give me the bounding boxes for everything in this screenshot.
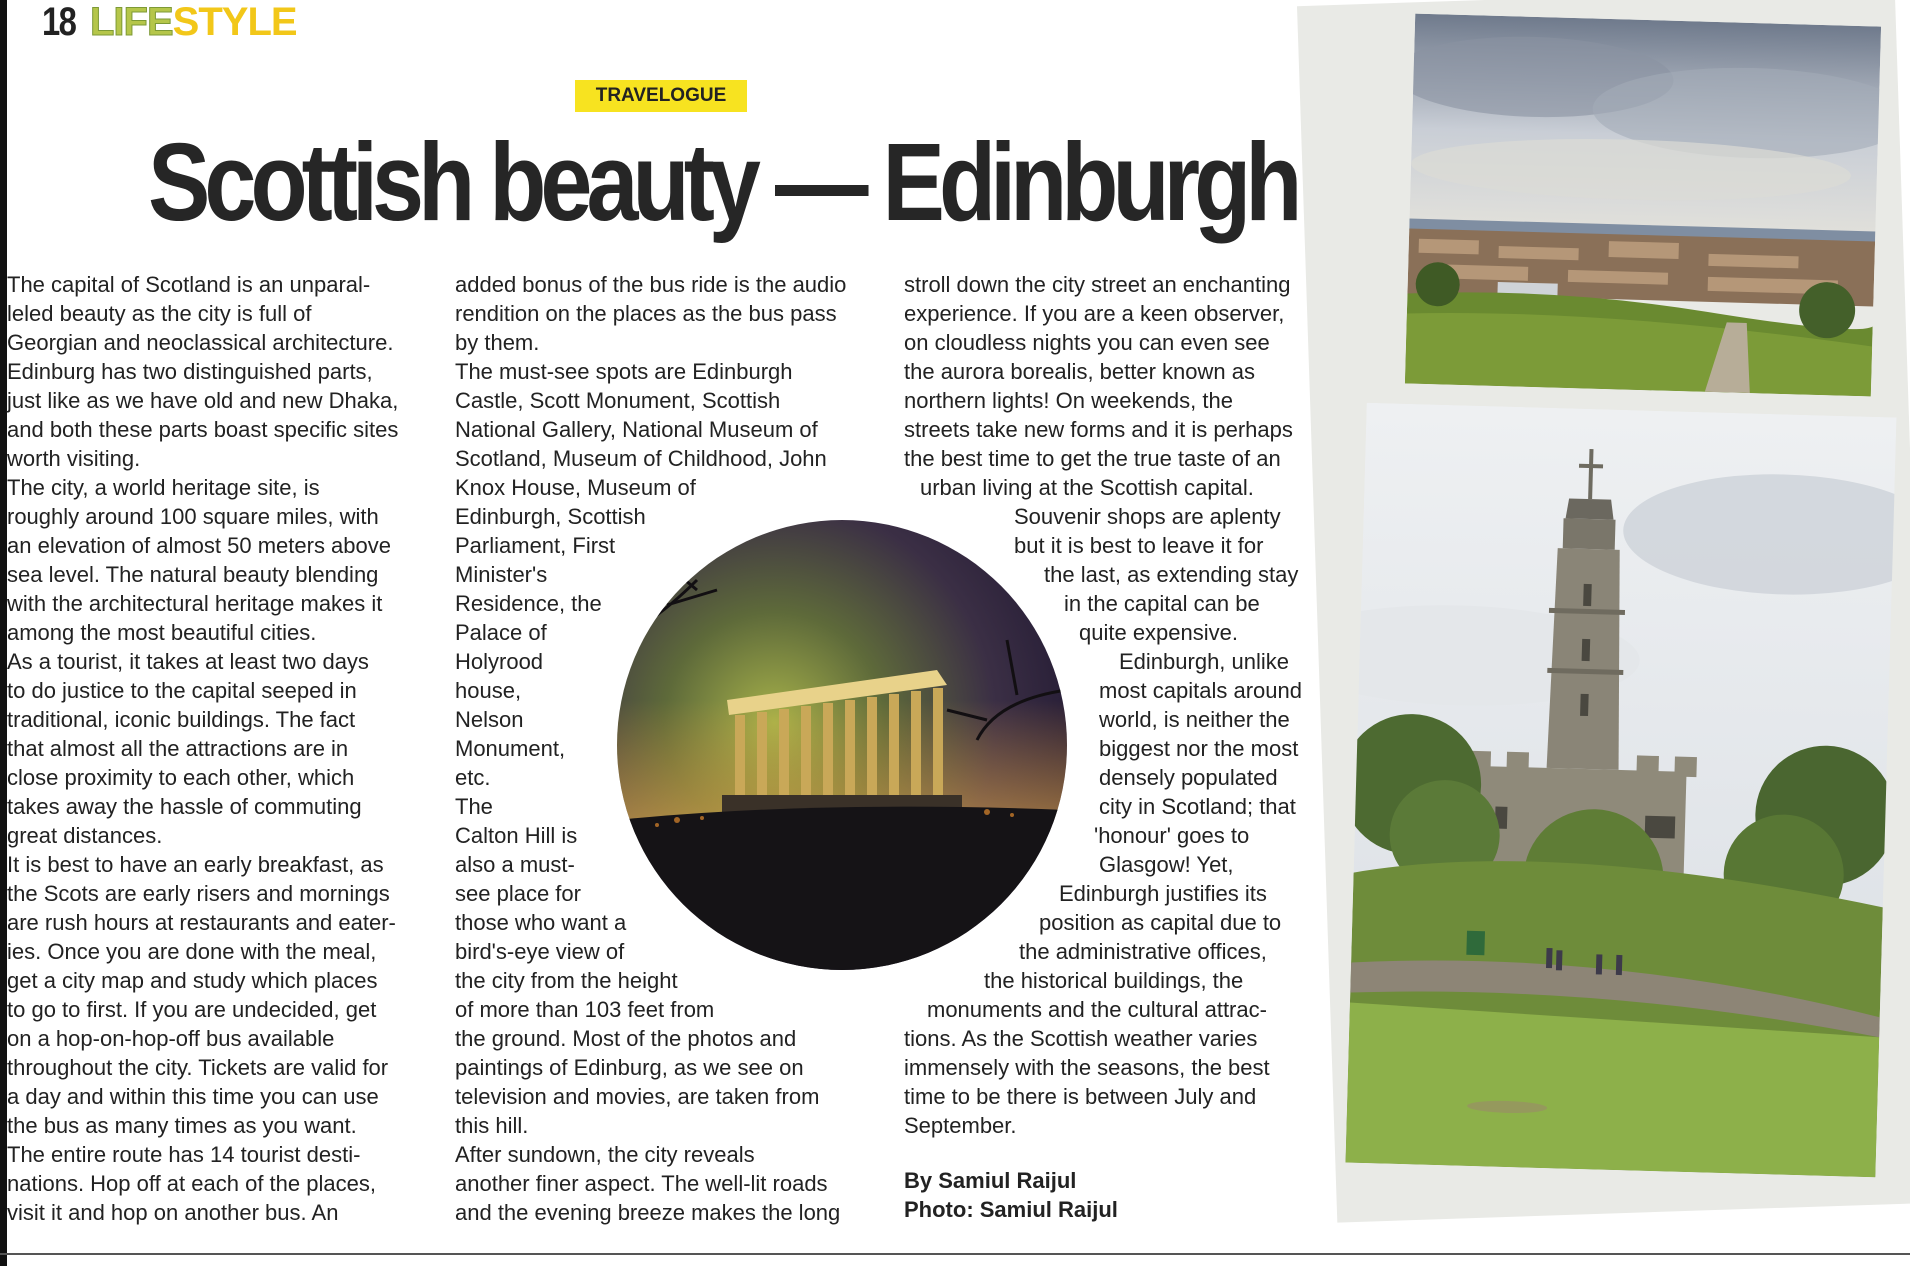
- text-line: After sundown, the city reveals: [455, 1142, 755, 1167]
- text-line: densely populated: [1099, 765, 1278, 790]
- text-line: Scotland, Museum of Childhood, John: [455, 446, 827, 471]
- text-line: The: [455, 794, 493, 819]
- byline-block: [904, 1166, 1118, 1224]
- text-line: the city from the height: [455, 968, 678, 993]
- text-line: monuments and the cultural attrac-: [927, 997, 1267, 1022]
- travelogue-kicker: TRAVELOGUE: [575, 80, 747, 112]
- text-line: rendition on the places as the bus pass: [455, 301, 837, 326]
- text-line: Minister's: [455, 562, 548, 587]
- text-line: The entire route has 14 tourist desti-: [7, 1142, 361, 1167]
- text-line: experience. If you are a keen observer,: [904, 301, 1285, 326]
- text-line: The capital of Scotland is an unparal-: [7, 272, 371, 297]
- text-line: city in Scotland; that: [1099, 794, 1296, 819]
- text-line: Calton Hill is: [455, 823, 578, 848]
- text-line: are rush hours at restaurants and eater-: [7, 910, 396, 935]
- city-panorama-photo: [1405, 14, 1881, 397]
- text-line: by them.: [455, 330, 540, 355]
- text-line: nations. Hop off at each of the places,: [7, 1171, 376, 1196]
- text-line: the Scots are early risers and mornings: [7, 881, 390, 906]
- text-line: among the most beautiful cities.: [7, 620, 317, 645]
- text-line: a day and within this time you can use: [7, 1084, 379, 1109]
- text-line: the best time to get the true taste of an: [904, 446, 1281, 471]
- text-line: most capitals around: [1099, 678, 1302, 703]
- text-line: Castle, Scott Monument, Scottish: [455, 388, 781, 413]
- text-line: National Gallery, National Museum of: [455, 417, 818, 442]
- text-line: streets take new forms and it is perhaps: [904, 417, 1293, 442]
- text-line: Nelson: [455, 707, 524, 732]
- text-line: this hill.: [455, 1113, 529, 1138]
- text-line: Residence, the: [455, 591, 602, 616]
- text-line: Knox House, Museum of: [455, 475, 696, 500]
- text-line: Holyrood: [455, 649, 544, 674]
- text-line: Souvenir shops are aplenty: [1014, 504, 1281, 529]
- text-line: takes away the hassle of commuting: [7, 794, 362, 819]
- text-line: television and movies, are taken from: [455, 1084, 820, 1109]
- text-column-1: [7, 270, 398, 1227]
- text-line: Edinburgh, Scottish: [455, 504, 646, 529]
- text-line: and both these parts boast specific sites: [7, 417, 399, 442]
- section-word-style: STYLE: [172, 0, 297, 44]
- text-line: ies. Once you are done with the meal,: [7, 939, 377, 964]
- text-line: Palace of: [455, 620, 547, 645]
- text-line: immensely with the seasons, the best: [904, 1055, 1270, 1080]
- text-line: Monument,: [455, 736, 566, 761]
- text-line: traditional, iconic buildings. The fact: [7, 707, 356, 732]
- text-line: etc.: [455, 765, 491, 790]
- text-line: throughout the city. Tickets are valid for: [7, 1055, 389, 1080]
- text-line: the bus as many times as you want.: [7, 1113, 357, 1138]
- bottom-rule: [0, 1253, 1910, 1255]
- text-line: It is best to have an early breakfast, as: [7, 852, 384, 877]
- text-line: sea level. The natural beauty blending: [7, 562, 379, 587]
- text-line: and the evening breeze makes the long: [455, 1200, 841, 1225]
- text-line: the historical buildings, the: [984, 968, 1244, 993]
- text-line: world, is neither the: [1099, 707, 1290, 732]
- text-line: added bonus of the bus ride is the audio: [455, 272, 847, 297]
- text-line: great distances.: [7, 823, 163, 848]
- text-line: quite expensive.: [1079, 620, 1238, 645]
- text-line: but it is best to leave it for: [1014, 533, 1264, 558]
- text-line: just like as we have old and new Dhaka,: [7, 388, 399, 413]
- text-line: visit it and hop on another bus. An: [7, 1200, 339, 1225]
- text-line: bird's-eye view of: [455, 939, 625, 964]
- text-line: 'honour' goes to: [1094, 823, 1250, 848]
- text-line: stroll down the city street an enchanting: [904, 272, 1291, 297]
- page-number: 18: [42, 0, 76, 44]
- text-line: Edinburg has two distinguished parts,: [7, 359, 373, 384]
- text-line: that almost all the attractions are in: [7, 736, 349, 761]
- text-line: Edinburgh, unlike: [1119, 649, 1290, 674]
- nelson-monument-photo: [1345, 403, 1896, 1178]
- text-line: get a city map and study which places: [7, 968, 378, 993]
- text-line: an elevation of almost 50 meters above: [7, 533, 392, 558]
- text-line: paintings of Edinburg, as we see on: [455, 1055, 804, 1080]
- text-line: the last, as extending stay: [1044, 562, 1299, 587]
- section-logo: [90, 0, 297, 45]
- photo-credit: Photo: Samiul Raijul: [904, 1197, 1118, 1222]
- text-line: see place for: [455, 881, 581, 906]
- text-line: in the capital can be: [1064, 591, 1260, 616]
- text-line: another finer aspect. The well-lit roads: [455, 1171, 828, 1196]
- text-line: roughly around 100 square miles, with: [7, 504, 379, 529]
- text-line: house,: [455, 678, 522, 703]
- text-line: Parliament, First: [455, 533, 616, 558]
- text-line: The city, a world heritage site, is: [7, 475, 320, 500]
- text-line: those who want a: [455, 910, 627, 935]
- text-line: on cloudless nights you can even see: [904, 330, 1270, 355]
- text-line: Edinburgh justifies its: [1059, 881, 1267, 906]
- text-line: time to be there is between July and: [904, 1084, 1257, 1109]
- text-line: to do justice to the capital seeped in: [7, 678, 357, 703]
- text-line: close proximity to each other, which: [7, 765, 355, 790]
- text-line: urban living at the Scottish capital.: [920, 475, 1254, 500]
- text-line: The must-see spots are Edinburgh: [455, 359, 793, 384]
- text-line: worth visiting.: [7, 446, 141, 471]
- text-line: Glasgow! Yet,: [1099, 852, 1234, 877]
- text-column-3: [904, 270, 1302, 1140]
- text-line: with the architectural heritage makes it: [7, 591, 383, 616]
- text-line: position as capital due to: [1039, 910, 1282, 935]
- text-line: September.: [904, 1113, 1017, 1138]
- text-column-2: [455, 270, 846, 1227]
- text-line: to go to first. If you are undecided, get: [7, 997, 377, 1022]
- text-line: of more than 103 feet from: [455, 997, 715, 1022]
- text-line: biggest nor the most: [1099, 736, 1299, 761]
- text-line: As a tourist, it takes at least two days: [7, 649, 369, 674]
- headline: Scottish beauty — Edinburgh: [148, 121, 1297, 244]
- text-line: leled beauty as the city is full of: [7, 301, 312, 326]
- text-line: on a hop-on-hop-off bus available: [7, 1026, 335, 1051]
- text-line: the aurora borealis, better known as: [904, 359, 1255, 384]
- text-line: northern lights! On weekends, the: [904, 388, 1233, 413]
- author-credit: By Samiul Raijul: [904, 1168, 1077, 1193]
- section-word-life: LIFE: [90, 0, 173, 44]
- text-line: also a must-: [455, 852, 575, 877]
- text-line: the ground. Most of the photos and: [455, 1026, 797, 1051]
- text-line: Georgian and neoclassical architecture.: [7, 330, 394, 355]
- text-line: tions. As the Scottish weather varies: [904, 1026, 1258, 1051]
- text-line: the administrative offices,: [1019, 939, 1267, 964]
- left-edge-bar: [0, 0, 7, 1266]
